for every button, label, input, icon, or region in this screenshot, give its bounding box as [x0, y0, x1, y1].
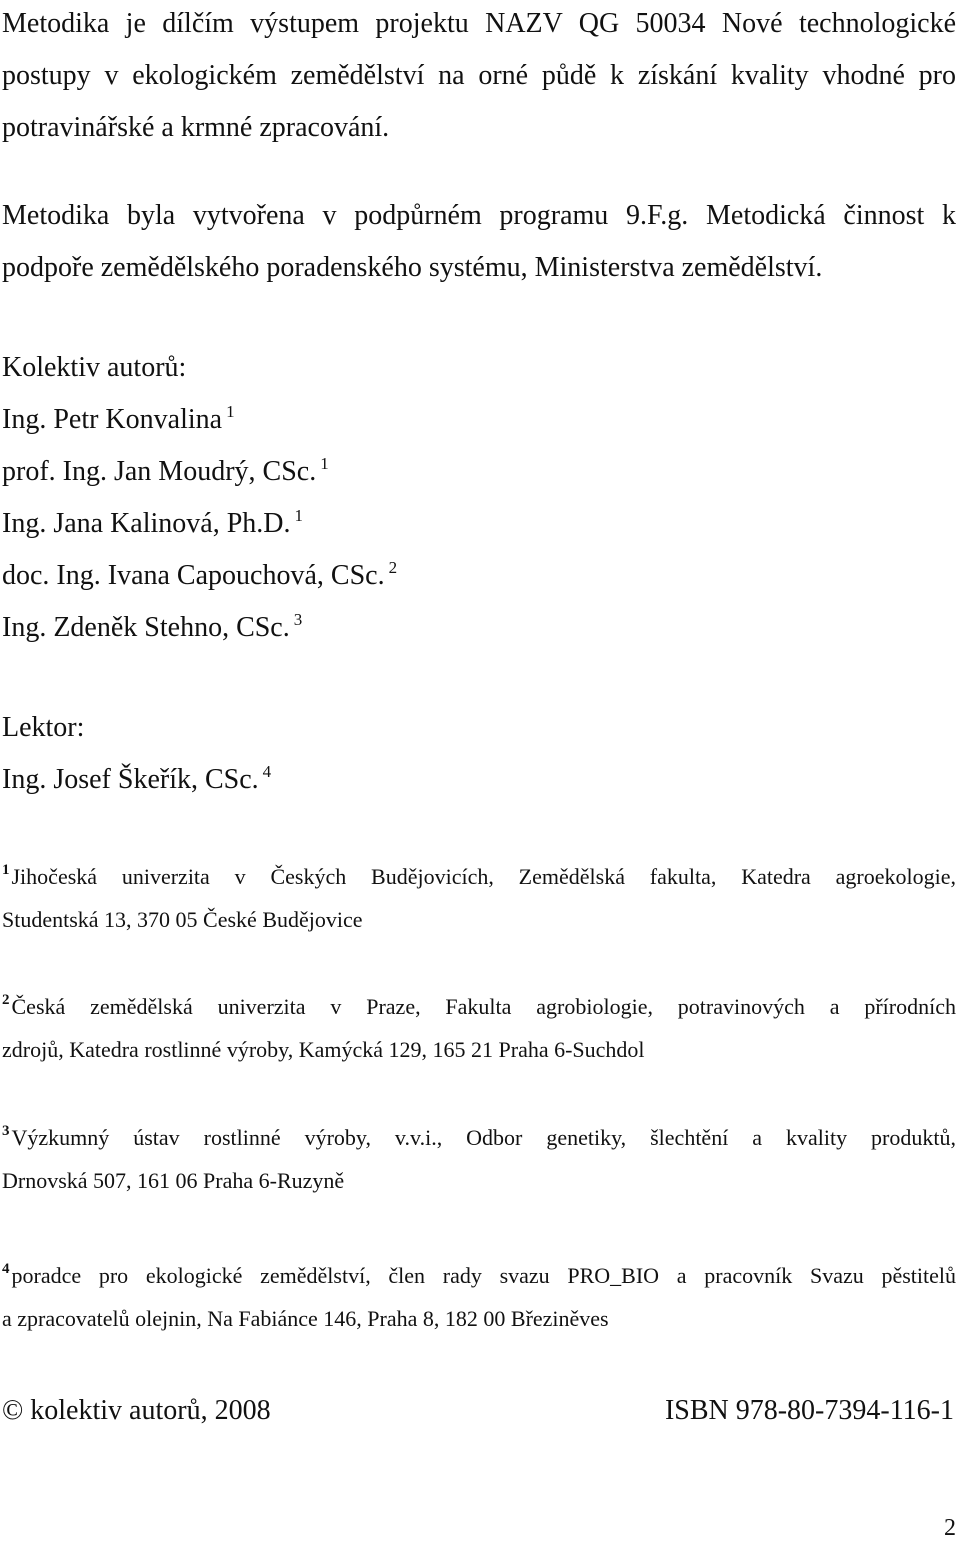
- affiliation-text: Česká zemědělská univerzita v Praze, Fakulta agrobiologie, potravinových a přírodních: [11, 994, 956, 1019]
- author-ref: 1: [320, 454, 329, 473]
- author-name: prof. Ing. Jan Moudrý, CSc.: [2, 456, 317, 487]
- author-name: Ing. Petr Konvalina: [2, 404, 223, 435]
- affiliation-text: poradce pro ekologické zemědělství, člen rady svazu PRO_BIO a pracovník Svazu pěstitelů: [11, 1263, 956, 1288]
- copyright: © kolektiv autorů, 2008: [2, 1395, 271, 1426]
- author-name: doc. Ing. Ivana Capouchová, CSc.: [2, 560, 385, 591]
- affiliation: [2, 1116, 956, 1202]
- support-line-2: podpoře zemědělského poradenského systému, Ministerstva zemědělství.: [2, 252, 823, 283]
- affiliation-line-1: [2, 855, 956, 898]
- isbn: ISBN 978-80-7394-116-1: [664, 1395, 954, 1426]
- affiliation-line-2: a zpracovatelů olejnin, Na Fabiánce 146, Praha 8, 182 00 Březiněves: [2, 1306, 609, 1331]
- intro-line-2: postupy v ekologickém zemědělství na orné půdě k získání kvality vhodné pro: [2, 60, 956, 91]
- intro-paragraph: [2, 0, 956, 154]
- intro-line-1: Metodika je dílčím výstupem projektu NAZV QG 50034 Nové technologické: [2, 8, 956, 39]
- affiliation: [2, 1254, 956, 1340]
- author-item: [2, 498, 956, 550]
- reviewer-section: [2, 702, 956, 806]
- authors-heading: Kolektiv autorů:: [2, 352, 187, 383]
- affiliation-line-1: [2, 985, 956, 1028]
- affiliation: [2, 985, 956, 1071]
- author-ref: 2: [388, 558, 398, 577]
- affiliation-text: Výzkumný ústav rostlinné výroby, v.v.i., Odbor genetiky, šlechtění a kvality produktů,: [11, 1125, 956, 1150]
- support-line-1: Metodika byla vytvořena v podpůrném programu 9.F.g. Metodická činnost k: [2, 200, 956, 231]
- support-paragraph: [2, 190, 956, 294]
- affiliation-line-2: Drnovská 507, 161 06 Praha 6-Ruzyně: [2, 1168, 345, 1193]
- affiliation-number: 3: [2, 1123, 10, 1139]
- reviewer-name: Ing. Josef Škeřík, CSc.: [2, 764, 259, 795]
- author-ref: 1: [226, 402, 235, 421]
- affiliation-line-2: Studentská 13, 370 05 České Budějovice: [2, 907, 363, 932]
- page-number: 2: [944, 1515, 956, 1541]
- author-ref: 3: [293, 610, 303, 629]
- author-item: [2, 602, 956, 654]
- affiliation-number: 4: [2, 1261, 10, 1277]
- author-name: Ing. Jana Kalinová, Ph.D.: [2, 508, 291, 539]
- intro-line-3: potravinářské a krmné zpracování.: [2, 112, 390, 143]
- reviewer-item: [2, 754, 956, 806]
- author-ref: 1: [294, 506, 304, 525]
- author-item: [2, 550, 956, 602]
- reviewer-heading: Lektor:: [2, 712, 85, 743]
- affiliation-text: Jihočeská univerzita v Českých Budějovicích, Zemědělská fakulta, Katedra agroekologie,: [11, 864, 956, 889]
- affiliation-number: 1: [2, 862, 10, 878]
- author-item: [2, 446, 956, 498]
- affiliation-line-1: [2, 1254, 956, 1297]
- affiliation-line-1: [2, 1116, 956, 1159]
- affiliation-number: 2: [2, 992, 10, 1008]
- author-item: [2, 394, 956, 446]
- reviewer-ref: 4: [262, 762, 272, 781]
- affiliation: [2, 855, 956, 941]
- footer: [2, 1395, 954, 1427]
- affiliation-line-2: zdrojů, Katedra rostlinné výroby, Kamýcká 129, 165 21 Praha 6-Suchdol: [2, 1037, 645, 1062]
- authors-section: [2, 342, 956, 654]
- author-name: Ing. Zdeněk Stehno, CSc.: [2, 612, 290, 643]
